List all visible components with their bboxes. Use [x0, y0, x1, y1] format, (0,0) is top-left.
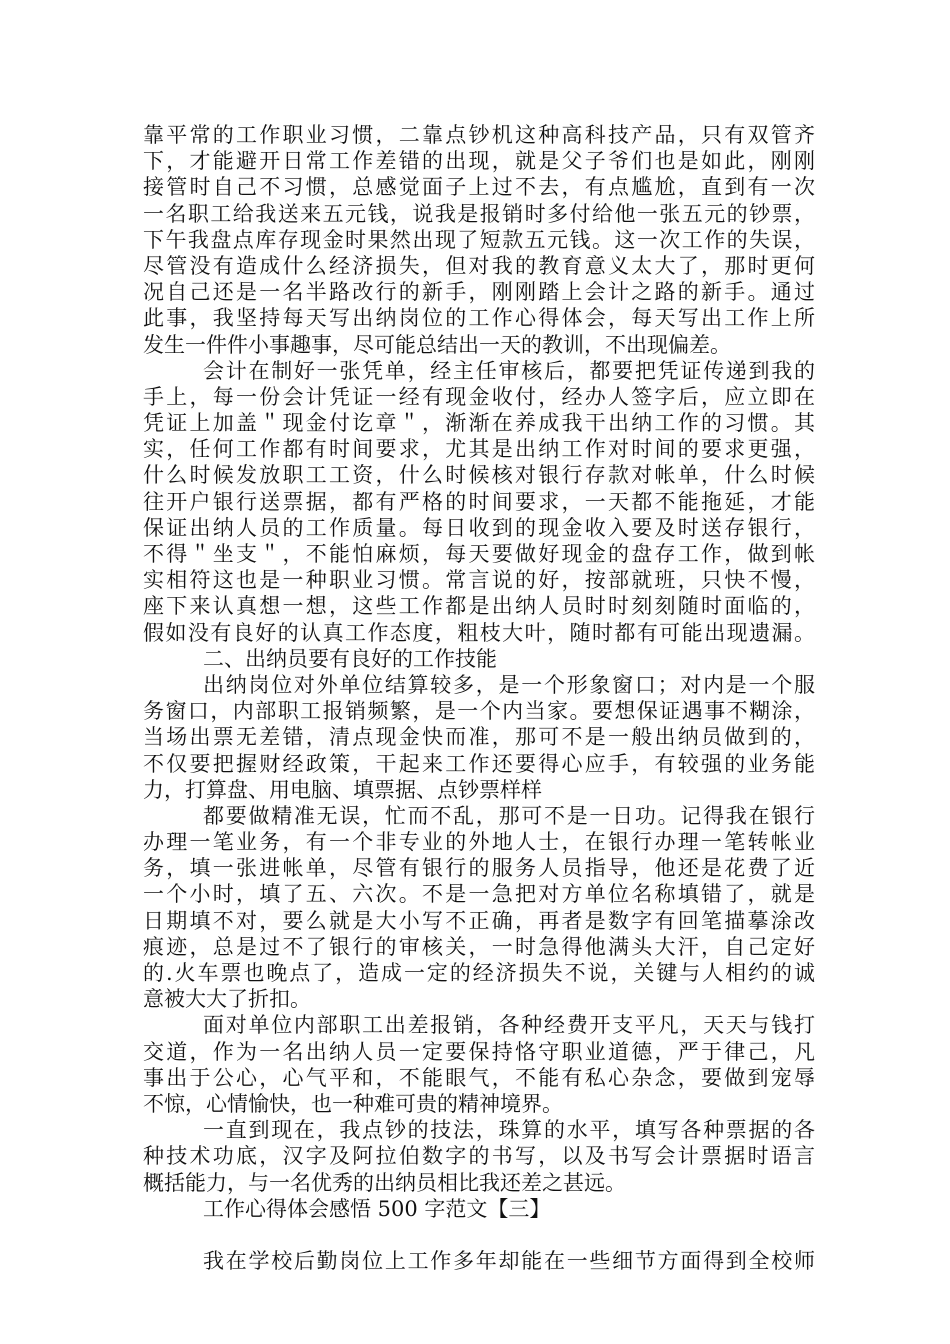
paragraph-start-line: 会计在制好一张凭单，经主任审核后，都要把凭证传递到我的 [203, 358, 815, 383]
blank-line [143, 1222, 815, 1248]
text-line: 的.火车票也晚点了，造成一定的经济损失不说，关键与人相约的诚 [143, 961, 815, 985]
text-line: 一名职工给我送来五元钱，说我是报销时多付给他一张五元的钞票， [143, 201, 815, 226]
paragraph-start-line: 一直到现在，我点钞的技法，珠算的水平，填写各种票据的各 [203, 1118, 815, 1143]
text-line: 不惊，心情愉快，也一种难可贵的精神境界。 [143, 1091, 563, 1116]
text-line: 往开户银行送票据，都有严格的时间要求，一天都不能拖延，才能 [143, 489, 815, 514]
text-line: 此事，我坚持每天写出纳岗位的工作心得体会，每天写出工作上所 [143, 306, 815, 331]
text-line: 凭证上加盖＂现金付讫章＂，渐渐在养成我干出纳工作的习惯。其 [143, 411, 815, 436]
text-line: 尽管没有造成什么经济损失，但对我的教育意义太大了，那时更何 [143, 253, 815, 278]
text-line: 痕迹，总是过不了银行的审核关，一时急得他满头大汗，自己定好 [143, 934, 815, 959]
text-line: 假如没有良好的认真工作态度，粗枝大叶，随时都有可能出现遗漏。 [143, 620, 815, 645]
text-line: 概括能力，与一名优秀的出纳员相比我还差之甚远。 [143, 1170, 626, 1195]
text-line: 手上，每一份会计凭证一经有现金收付，经办人签字后，应立即在 [143, 384, 815, 409]
text-line: 事出于公心，心气平和，不能眼气，不能有私心杂念，要做到宠辱 [143, 1065, 815, 1090]
text-line: 意被大大了折扣。 [143, 987, 311, 1012]
text-line: 务，填一张进帐单，尽管有银行的服务人员指导，他还是花费了近 [143, 856, 815, 881]
paragraph-start-line: 我在学校后勤岗位上工作多年却能在一些细节方面得到全校师 [203, 1249, 815, 1274]
text-line: 办理一笔业务，有一个非专业的外地人士，在银行办理一笔转帐业 [143, 830, 815, 855]
text-line: 当场出票无差错，清点现金快而准，那可不是一般出纳员做到的， [143, 725, 815, 750]
text-line: 下，才能避开日常工作差错的出现，就是父子爷们也是如此，刚刚 [143, 149, 815, 174]
text-line: 不得＂坐支＂，不能怕麻烦，每天要做好现金的盘存工作，做到帐 [143, 542, 815, 566]
text-line: 交道，作为一名出纳人员一定要保持恪守职业道德，严于律己，凡 [143, 1039, 815, 1064]
text-line: 种技术功底，汉字及阿拉伯数字的书写，以及书写会计票据时语言 [143, 1144, 815, 1169]
paragraph-start-line: 面对单位内部职工出差报销，各种经费开支平凡，天天与钱打 [203, 1013, 815, 1038]
section-heading: 工作心得体会感悟 500 字范文【三】 [203, 1196, 551, 1221]
paragraph-start-line: 出纳岗位对外单位结算较多，是一个形象窗口；对内是一个服 [203, 672, 815, 697]
text-line: 座下来认真想一想，这些工作都是出纳人员时时刻刻随时面临的， [143, 594, 815, 619]
text-line: 接管时自己不习惯，总感觉面子上过不去，有点尴尬，直到有一次 [143, 175, 815, 200]
text-line: 保证出纳人员的工作质量。每日收到的现金收入要及时送存银行， [143, 515, 815, 540]
text-line: 靠平常的工作职业习惯，二靠点钞机这种高科技产品，只有双管齐 [143, 123, 815, 147]
text-line: 日期填不对，要么就是大小写不正确，再者是数字有回笔描摹涂改 [143, 908, 815, 933]
text-line: 实，任何工作都有时间要求，尤其是出纳工作对时间的要求更强， [143, 437, 815, 462]
text-line: 务窗口，内部职工报销频繁，是一个内当家。要想保证遇事不糊涂， [143, 699, 815, 724]
document-body [143, 122, 815, 1274]
text-line: 什么时候发放职工工资，什么时候核对银行存款对帐单，什么时候 [143, 463, 815, 488]
text-line: 况自己还是一名半路改行的新手，刚刚踏上会计之路的新手。通过 [143, 280, 815, 305]
text-line: 力，打算盘、用电脑、填票据、点钞票样样 [143, 777, 542, 802]
paragraph-start-line: 都要做精准无误，忙而不乱，那可不是一日功。记得我在银行 [203, 803, 815, 828]
text-line: 一个小时，填了五、六次。不是一急把对方单位名称填错了，就是 [143, 882, 815, 907]
text-line: 实相符这也是一种职业习惯。常言说的好，按部就班，只快不慢， [143, 568, 815, 593]
text-line: 发生一件件小事趣事，尽可能总结出一天的教训，不出现偏差。 [143, 332, 731, 357]
text-line: 下午我盘点库存现金时果然出现了短款五元钱。这一次工作的失误， [143, 227, 815, 252]
section-heading: 二、出纳员要有良好的工作技能 [203, 646, 497, 671]
text-line: 不仅要把握财经政策，干起来工作还要得心应手，有较强的业务能 [143, 751, 815, 776]
